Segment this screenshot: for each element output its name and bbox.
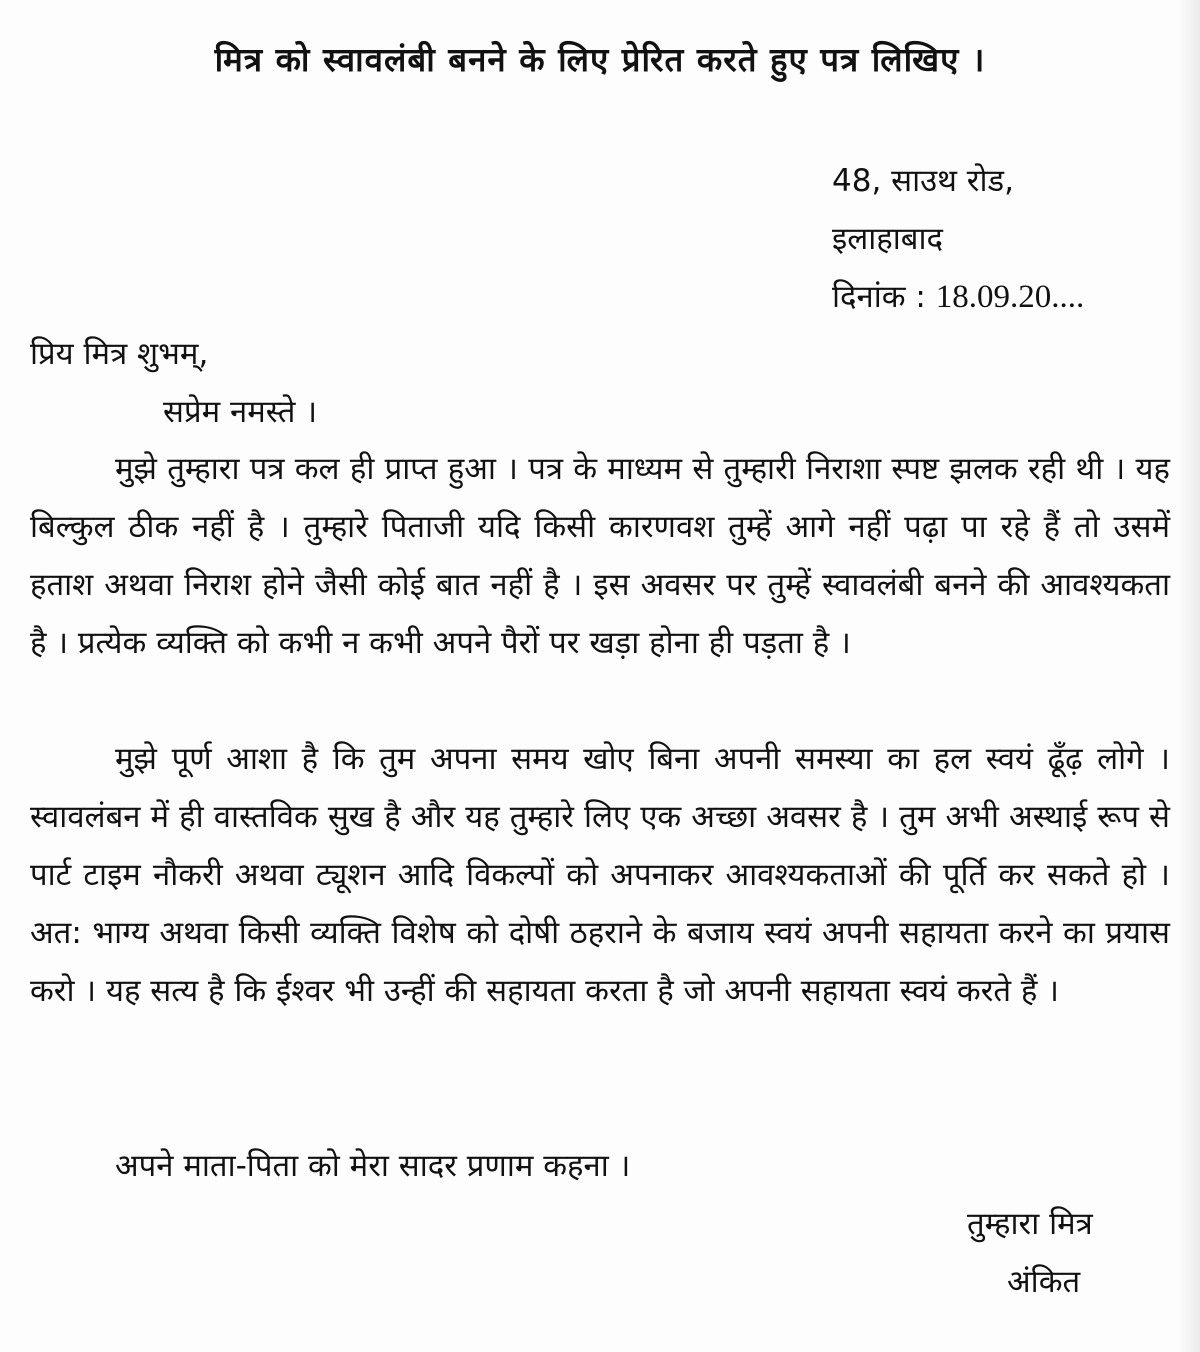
greeting: सप्रेम नमस्ते । [163, 394, 318, 430]
body-paragraph-1: मुझे तुम्हारा पत्र कल ही प्राप्त हुआ । पत्र के माध्यम से तुम्हारी निराशा स्पष्ट झलक रही थी । यह बिल्कुल ठीक नहीं है । तुम्हारे पिताजी यदि किसी कारणवश तुम्हें आगे नहीं पढ़ा पा रहे हैं तो उसमें हताश अथवा निराश होने जैसी कोई बात नहीं है । इस अवसर पर तुम्हें स्वावलंबी बनने की आवश्यकता है । प्रत्येक व्यक्ति को कभी न कभी अपने पैरों पर खड़ा होना ही पड़ता है । [30, 451, 1170, 661]
closing: तुम्हारा मित्र [967, 1206, 1093, 1242]
body-paragraph-2: मुझे पूर्ण आशा है कि तुम अपना समय खोए बिना अपनी समस्या का हल स्वयं ढूँढ़ लोगे । स्वावलंबन में ही वास्तविक सुख है और यह तुम्हारे लिए एक अच्छा अवसर है । तुम अभी अस्थाई रूप से पार्ट टाइम नौकरी अथवा ट्यूशन आदि विकल्पों को अपनाकर आवश्यकताओं की पूर्ति कर सकते हो । अत: भाग्य अथवा किसी व्यक्ति विशेष को दोषी ठहराने के बजाय स्वयं अपनी सहायता करने का प्रयास करो । यह सत्य है कि ईश्वर भी उन्हीं की सहायता करता है जो अपनी सहायता स्वयं करते हैं । [30, 741, 1170, 1009]
body-paragraph-3: अपने माता-पिता को मेरा सादर प्रणाम कहना । [115, 1148, 631, 1184]
signature: अंकित [1007, 1264, 1081, 1300]
date-label: दिनांक : [832, 279, 926, 315]
date-line [832, 268, 1084, 326]
address-line-city: इलाहाबाद [832, 221, 943, 257]
address-line-street: 48, साउथ रोड, [832, 163, 1014, 199]
sender-address [832, 152, 1084, 326]
page-title: मित्र को स्वावलंबी बनने के लिए प्रेरित करते हुए पत्र लिखिए । [214, 40, 986, 79]
page-edge-shadow [1178, 0, 1200, 1352]
date-value: 18.09.20.... [935, 279, 1085, 315]
salutation: प्रिय मित्र शुभम्, [30, 336, 209, 372]
